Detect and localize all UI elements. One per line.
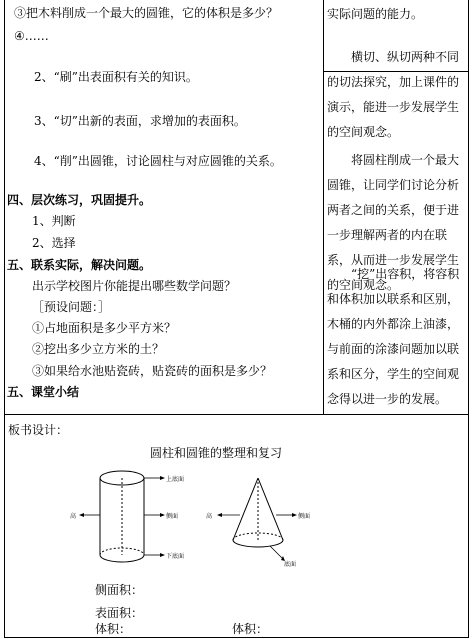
section-5-text-e: ③如果给水池贴瓷砖，贴瓷砖的面积是多少？ xyxy=(32,364,273,378)
board-title: 圆柱和圆锥的整理和复习 xyxy=(150,446,283,460)
right-paragraph-1 xyxy=(327,45,465,145)
right-p1-line: 演示，能进一步发展学生 xyxy=(327,100,460,114)
right-line-1: 实际问题的能力。 xyxy=(327,7,424,21)
section-4-item-2: 2、选择 xyxy=(32,236,76,250)
right-p2-line: 一步理解两者的内在联 xyxy=(327,228,448,242)
right-p2-line: 圆锥，让同学们讨论分析 xyxy=(327,178,460,192)
label-cone-bottom: 底面 xyxy=(284,561,297,568)
right-p3-line: 和体积加以联系和区别， xyxy=(327,292,460,306)
section-4-heading: 四、层次练习，巩固提升。 xyxy=(7,193,152,207)
left-line-3: 2、“刷”出表面积有关的知识。 xyxy=(34,70,198,84)
right-p3-line: 系和区分，学生的空间观 xyxy=(327,367,460,381)
board-label: 板书设计： xyxy=(8,423,69,437)
right-p2-line: 两者之间的关系，便于进 xyxy=(327,203,460,217)
volume-label-1: 体积： xyxy=(95,622,132,636)
cylinder-figure xyxy=(79,471,165,562)
left-line-4: 3、“切”出新的表面，求增加的表面积。 xyxy=(34,114,246,128)
section-4-item-1: 1、判断 xyxy=(32,214,76,228)
label-cyl-top: 上底面 xyxy=(166,476,185,483)
label-cyl-bottom: 下底面 xyxy=(166,553,185,560)
right-p2-line: 将圆柱削成一个最大 xyxy=(351,153,460,167)
section-5-text-b: ［预设问题：］ xyxy=(32,300,111,314)
section-5-text-d: ②挖出多少立方米的土？ xyxy=(32,342,165,356)
label-cone-height: 高 xyxy=(206,513,213,520)
right-p3-line: 木桶的内外都涂上油漆， xyxy=(327,317,460,331)
section-5-text-a: 出示学校图片你能提出哪些数学问题？ xyxy=(32,279,237,293)
left-line-2: ④…… xyxy=(14,29,49,43)
right-p1-line: 的切法探究，加上课件的 xyxy=(327,75,460,89)
right-p1-line: 的空间观念。 xyxy=(327,125,400,139)
label-cone-side: 侧面 xyxy=(298,513,311,520)
right-p2-line: 的空间观念。 xyxy=(327,278,400,292)
right-paragraph-3 xyxy=(327,262,465,412)
right-p1-line: 横切、纵切两种不同 xyxy=(351,50,460,64)
label-cyl-side: 侧面 xyxy=(166,513,179,520)
right-p3-line: 念得以进一步的发展。 xyxy=(327,392,448,406)
section-5-text-c: ①占地面积是多少平方米？ xyxy=(32,321,177,335)
section-5-heading: 五、联系实际，解决问题。 xyxy=(7,258,152,272)
geometry-diagram xyxy=(0,460,474,580)
right-p3-line: 与前面的涂漆问题加以联 xyxy=(327,342,460,356)
left-line-5: 4、“削”出圆锥，讨论圆柱与对应圆锥的关系。 xyxy=(34,154,282,168)
left-line-1: ③把木料削成一个最大的圆锥，它的体积是多少？ xyxy=(14,6,279,20)
side-area-label: 侧面积： xyxy=(95,583,144,597)
column-divider xyxy=(323,0,324,414)
cone-figure xyxy=(217,478,297,561)
right-p2-line: 系，从而进一步发展学生 xyxy=(327,253,460,267)
surface-area-label: 表面积： xyxy=(95,606,144,620)
section-6-heading: 五、课堂小结 xyxy=(7,385,80,399)
volume-label-2: 体积： xyxy=(232,622,269,636)
label-cyl-height: 高 xyxy=(70,513,77,520)
right-p3-line: “挖”出容积，将容积 xyxy=(351,267,460,281)
row-divider xyxy=(4,414,469,415)
